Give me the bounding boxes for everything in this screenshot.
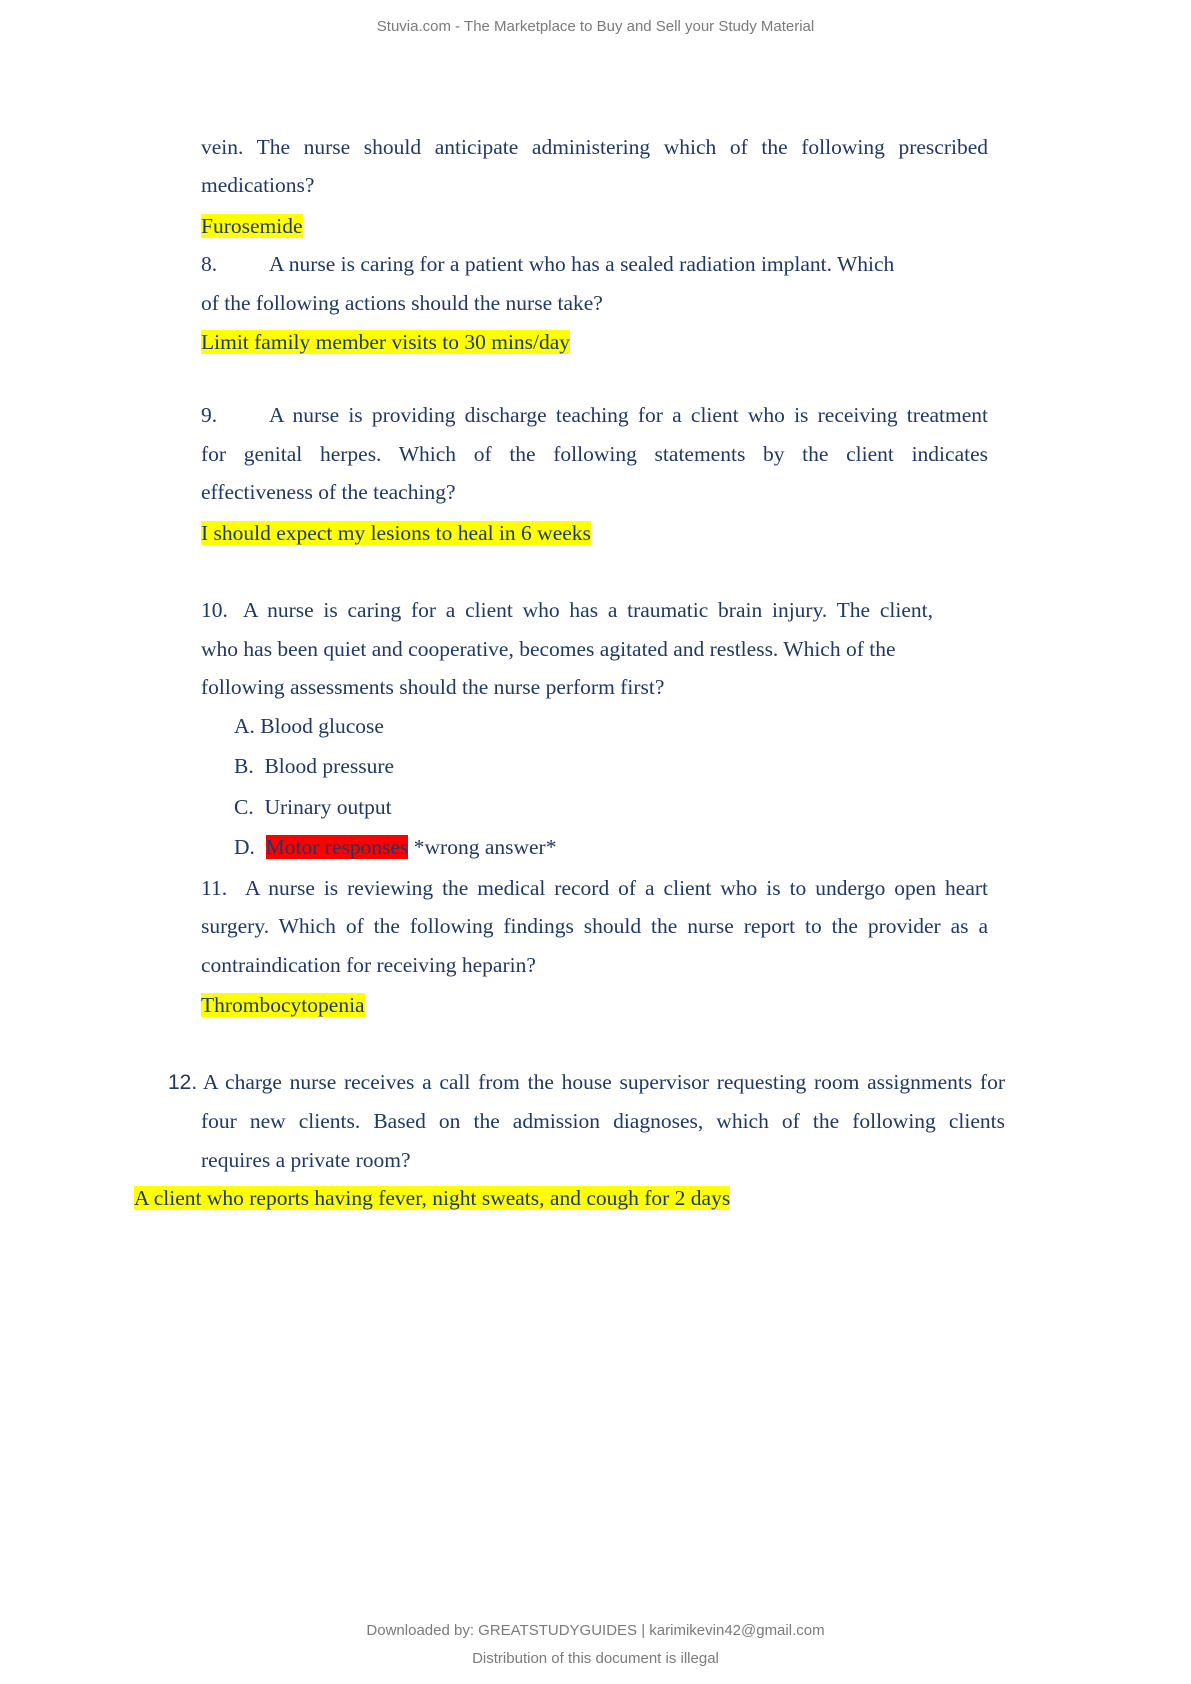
footer-distribution-notice: Distribution of this document is illegal <box>472 1650 719 1667</box>
q12-answer: A client who reports having fever, night sweats, and cough for 2 days <box>134 1186 731 1210</box>
q11-text-line1: A nurse is reviewing the medical record of a client who is to undergo open heart <box>245 876 988 900</box>
footer-downloaded-by: Downloaded by: GREATSTUDYGUIDES | karimikevin42@gmail.com <box>366 1622 825 1639</box>
option-letter: D. <box>234 835 255 859</box>
q11-number: 11. <box>201 876 228 900</box>
q10-text-line3: following assessments should the nurse perform first? <box>201 675 665 699</box>
q8-text-line1: A nurse is caring for a patient who has a sealed radiation implant. Which <box>269 252 895 276</box>
q7-text-line2: medications? <box>201 173 315 197</box>
q9-number: 9. <box>201 403 218 427</box>
q12-text-line3: requires a private room? <box>201 1148 411 1172</box>
q12-number: 12. <box>168 1071 198 1094</box>
q9-text-line3: effectiveness of the teaching? <box>201 480 456 504</box>
option-letter: B. <box>234 754 254 778</box>
q10-text-line2: who has been quiet and cooperative, becomes agitated and restless. Which of the <box>201 637 896 661</box>
q7-answer: Furosemide <box>201 214 303 238</box>
q9-answer: I should expect my lesions to heal in 6 weeks <box>201 521 591 545</box>
option-text: Blood glucose <box>260 714 384 738</box>
q8-number: 8. <box>201 252 218 276</box>
q9-text-line1: A nurse is providing discharge teaching for a client who is receiving treatment <box>269 403 988 427</box>
option-text: Blood pressure <box>264 754 395 778</box>
option-text: Urinary output <box>264 795 392 819</box>
header-watermark: Stuvia.com - The Marketplace to Buy and Sell your Study Material <box>376 18 815 35</box>
q9-text-line2: for genital herpes. Which of the following statements by the client indicates <box>201 442 988 466</box>
q12-text-line2: four new clients. Based on the admission diagnoses, which of the following clients <box>201 1109 1005 1133</box>
q12-text-line1: A charge nurse receives a call from the house supervisor requesting room assignments for <box>203 1070 1005 1094</box>
q11-text-line3: contraindication for receiving heparin? <box>201 953 536 977</box>
q10-option-b <box>234 746 394 788</box>
q11-answer: Thrombocytopenia <box>201 993 365 1017</box>
wrong-answer-note: *wrong answer* <box>413 835 557 859</box>
q11-text-line2: surgery. Which of the following findings should the nurse report to the provider as a <box>201 914 988 938</box>
q10-option-c <box>234 787 392 829</box>
q10-option-a <box>234 706 384 748</box>
q10-number: 10. <box>201 598 228 622</box>
q8-answer: Limit family member visits to 30 mins/day <box>201 330 571 354</box>
q8-text-line2: of the following actions should the nurse take? <box>201 291 603 315</box>
q10-option-d <box>234 827 556 869</box>
q10-text-line1: A nurse is caring for a client who has a traumatic brain injury. The client, <box>243 598 933 622</box>
option-letter: A. <box>234 714 255 738</box>
option-letter: C. <box>234 795 254 819</box>
q7-text-line1: vein. The nurse should anticipate administering which of the following prescribed <box>201 135 988 159</box>
wrong-answer-highlight: Motor responses <box>265 835 409 859</box>
